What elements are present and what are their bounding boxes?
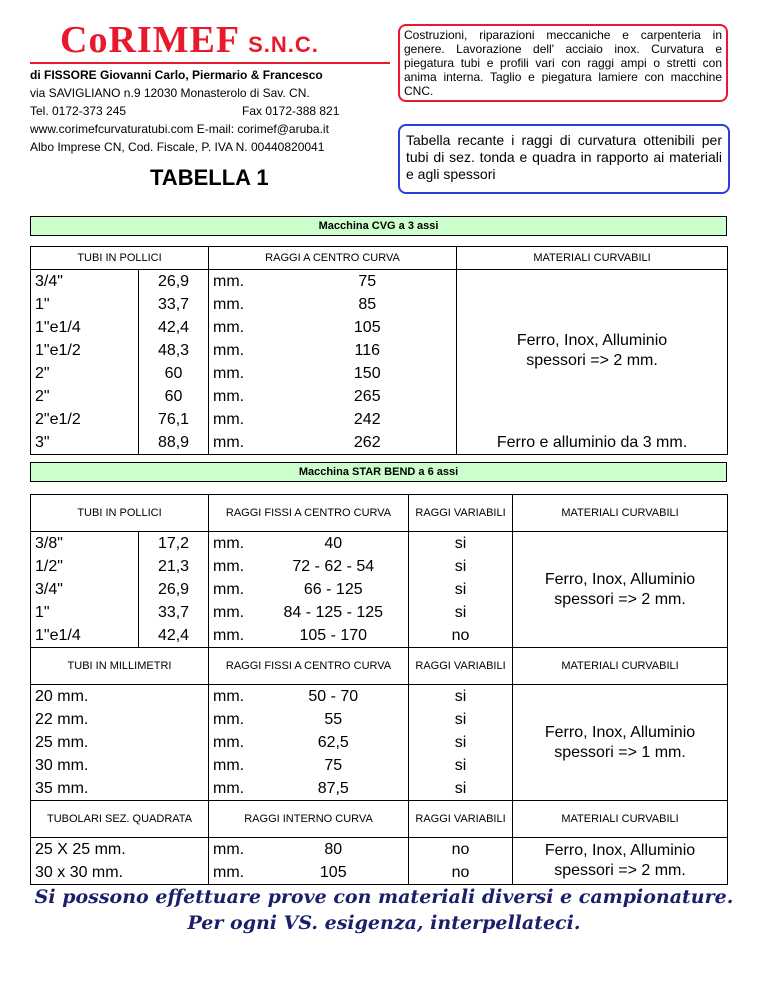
materials-cell — [457, 270, 728, 432]
radius-cell: 55 — [324, 710, 343, 728]
table-row — [31, 685, 728, 709]
unit-cell: mm. — [209, 601, 259, 624]
materials-line: Ferro, Inox, Alluminio — [544, 570, 696, 588]
unit-cell: mm. — [209, 362, 279, 385]
unit-cell: mm. — [209, 838, 259, 862]
radius-cell: 72 - 62 - 54 — [292, 557, 375, 575]
thickness-line: spessori => 2 mm. — [554, 862, 686, 879]
logo-underline — [30, 62, 390, 64]
unit-cell: mm. — [209, 708, 259, 731]
col-raggi-variabili: RAGGI VARIABILI — [409, 495, 513, 532]
unit-cell: mm. — [209, 777, 259, 801]
inch-cell: 3/4" — [35, 580, 63, 598]
materials-cell-b: Ferro e alluminio da 3 mm. — [457, 431, 728, 455]
radius-cell: 50 - 70 — [308, 687, 359, 705]
mm-cell: 17,2 — [139, 532, 209, 556]
inch-cell: 2" — [35, 387, 50, 405]
radius-cell: 105 — [353, 318, 381, 336]
radius-cell: 84 - 125 - 125 — [283, 603, 384, 621]
mm-cell: 42,4 — [139, 624, 209, 648]
col-raggi-centro: RAGGI A CENTRO CURVA — [209, 247, 457, 270]
fiscal-line: Albo Imprese CN, Cod. Fiscale, P. IVA N. 00440820041 — [30, 140, 325, 154]
radius-cell: 85 — [358, 295, 377, 313]
company-logo — [60, 18, 319, 62]
inch-cell: 1/2" — [35, 557, 63, 575]
materials-cell — [513, 685, 728, 801]
unit-cell: mm. — [209, 270, 279, 294]
unit-cell: mm. — [209, 861, 259, 885]
unit-cell: mm. — [209, 532, 259, 556]
radius-cell: 105 - 170 — [299, 626, 368, 644]
radius-cell: 150 — [353, 364, 381, 382]
variable-cell: si — [409, 532, 513, 556]
col-tubolari-quadrata: TUBOLARI SEZ. QUADRATA — [46, 812, 193, 825]
inch-cell: 3/8" — [35, 534, 63, 552]
radius-cell: 87,5 — [317, 779, 349, 797]
radius-cell: 75 — [358, 272, 377, 290]
thickness-line: spessori => 1 mm. — [554, 743, 686, 761]
mm-cell: 48,3 — [139, 339, 209, 362]
col-materiali: MATERIALI CURVABILI — [457, 247, 728, 270]
mm-cell: 60 — [139, 362, 209, 385]
col-raggi-fissi: RAGGI FISSI A CENTRO CURVA — [209, 648, 409, 685]
mm-cell: 88,9 — [139, 431, 209, 455]
materials-line: Ferro, Inox, Alluminio — [516, 331, 668, 349]
owner-line: di FISSORE Giovanni Carlo, Piermario & Francesco — [30, 68, 323, 82]
variable-cell: si — [409, 685, 513, 709]
col-raggi-fissi: RAGGI FISSI A CENTRO CURVA — [209, 495, 409, 532]
inch-cell: 3" — [35, 433, 50, 451]
inch-cell: 3/4" — [35, 272, 63, 290]
variable-cell: si — [409, 601, 513, 624]
col-materiali: MATERIALI CURVABILI — [513, 495, 728, 532]
radius-cell: 66 - 125 — [303, 580, 363, 598]
services-box: Costruzioni, riparazioni meccaniche e carpenteria in genere. Lavorazione dell' acciaio inox. Curvatura e piegatura tubi e profili vari con raggi ampi o stretti con anima interna. Taglio e piegatura lamiere con macchine CNC. — [398, 24, 728, 102]
unit-cell: mm. — [209, 754, 259, 777]
footer-line-2: Per ogni VS. esigenza, interpellateci. — [187, 912, 581, 934]
table-row — [31, 838, 728, 862]
table-row — [31, 431, 728, 455]
inch-cell: 2"e1/2 — [35, 410, 81, 428]
col-materiali: MATERIALI CURVABILI — [513, 801, 728, 838]
unit-cell: mm. — [209, 685, 259, 709]
radius-cell: 75 — [324, 756, 343, 774]
inch-cell: 1"e1/2 — [35, 341, 81, 359]
unit-cell: mm. — [209, 731, 259, 754]
materials-line: Ferro, Inox, Alluminio — [544, 842, 696, 859]
inch-cell: 2" — [35, 364, 50, 382]
thickness-line: spessori => 2 mm. — [526, 351, 658, 369]
unit-cell: mm. — [209, 316, 279, 339]
machine-band-starbend: Macchina STAR BEND a 6 assi — [30, 462, 727, 482]
table-row — [31, 270, 728, 294]
variable-cell: si — [409, 731, 513, 754]
mm-cell: 26,9 — [139, 578, 209, 601]
mm-cell: 42,4 — [139, 316, 209, 339]
mm-cell: 21,3 — [139, 555, 209, 578]
logo-main: CoRIMEF — [60, 19, 241, 61]
tube-cell: 35 mm. — [35, 779, 89, 797]
inch-cell: 1" — [35, 603, 50, 621]
radius-cell: 62,5 — [317, 733, 349, 751]
radius-cell: 242 — [353, 410, 381, 428]
inch-cell: 1" — [35, 295, 50, 313]
unit-cell: mm. — [209, 431, 279, 455]
tube-cell: 25 mm. — [35, 733, 89, 751]
tube-cell: 25 X 25 mm. — [35, 840, 126, 858]
tube-cell: 30 x 30 mm. — [35, 863, 124, 881]
description-box: Tabella recante i raggi di curvatura ottenibili per tubi di sez. tonda e quadra in rapporto ai materiali e agli spessori — [398, 124, 730, 194]
inch-cell: 1"e1/4 — [35, 318, 81, 336]
materials-cell — [513, 532, 728, 648]
tube-cell: 20 mm. — [35, 687, 89, 705]
variable-cell: si — [409, 555, 513, 578]
unit-cell: mm. — [209, 408, 279, 431]
mm-cell: 26,9 — [139, 270, 209, 294]
logo-suffix: S.N.C. — [248, 32, 319, 57]
footer-line-1: Si possono effettuare prove con materiali diversi e campionature. — [34, 886, 734, 908]
web-mail-line: www.corimefcurvaturatubi.com E-mail: corimef@aruba.it — [30, 122, 329, 136]
unit-cell: mm. — [209, 339, 279, 362]
variable-cell: si — [409, 578, 513, 601]
mm-cell: 76,1 — [139, 408, 209, 431]
fax-line: Fax 0172-388 821 — [242, 104, 340, 118]
machine-band-cvg: Macchina CVG a 3 assi — [30, 216, 727, 236]
variable-cell: no — [409, 861, 513, 885]
radius-cell: 265 — [353, 387, 381, 405]
tube-cell: 22 mm. — [35, 710, 89, 728]
col-tubi-pollici: TUBI IN POLLICI — [77, 252, 162, 264]
tel-line: Tel. 0172-373 245 — [30, 104, 127, 118]
mm-cell: 33,7 — [139, 601, 209, 624]
radius-cell: 116 — [354, 341, 381, 359]
variable-cell: si — [409, 754, 513, 777]
col-raggi-variabili: RAGGI VARIABILI — [409, 801, 513, 838]
col-raggi-variabili: RAGGI VARIABILI — [409, 648, 513, 685]
radius-cell: 105 — [319, 863, 347, 881]
col-tubi-pollici: TUBI IN POLLICI — [77, 506, 162, 519]
cvg-table — [30, 246, 728, 455]
tube-cell: 30 mm. — [35, 756, 89, 774]
unit-cell: mm. — [209, 555, 259, 578]
unit-cell: mm. — [209, 293, 279, 316]
unit-cell: mm. — [209, 578, 259, 601]
table-title: TABELLA 1 — [150, 165, 269, 190]
materials-cell — [513, 838, 728, 885]
mm-cell: 33,7 — [139, 293, 209, 316]
col-materiali: MATERIALI CURVABILI — [513, 648, 728, 685]
starbend-table — [30, 494, 728, 885]
table-row — [31, 532, 728, 556]
unit-cell: mm. — [209, 624, 259, 648]
radius-cell: 80 — [324, 840, 343, 858]
col-raggi-interno: RAGGI INTERNO CURVA — [209, 801, 409, 838]
variable-cell: si — [409, 708, 513, 731]
variable-cell: si — [409, 777, 513, 801]
thickness-line: spessori => 2 mm. — [554, 590, 686, 608]
inch-cell: 1"e1/4 — [35, 626, 81, 644]
radius-cell: 40 — [324, 534, 343, 552]
radius-cell: 262 — [353, 433, 381, 451]
unit-cell: mm. — [209, 385, 279, 408]
materials-line: Ferro, Inox, Alluminio — [544, 723, 696, 741]
variable-cell: no — [409, 838, 513, 862]
address-line: via SAVIGLIANO n.9 12030 Monasterolo di Sav. CN. — [30, 86, 310, 100]
mm-cell: 60 — [139, 385, 209, 408]
variable-cell: no — [409, 624, 513, 648]
col-tubi-mm: TUBI IN MILLIMETRI — [67, 659, 172, 672]
